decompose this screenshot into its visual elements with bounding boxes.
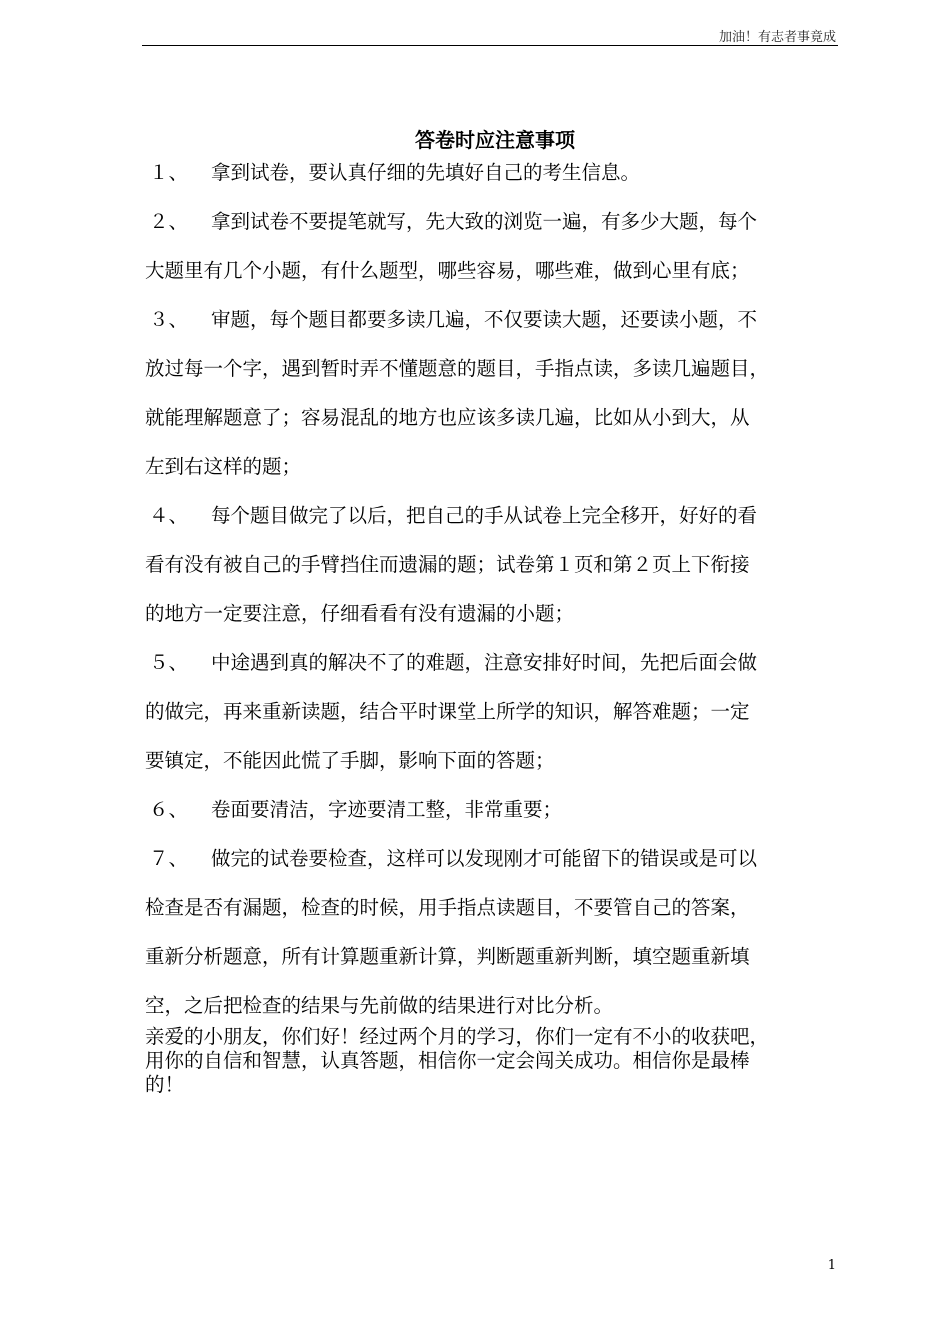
instructions-list	[145, 148, 845, 1030]
item-text: 拿到试卷不要提笔就写，先大致的浏览一遍，有多少大题，每个	[211, 210, 758, 233]
item-text: 做完的试卷要检查，这样可以发现刚才可能留下的错误或是可以	[211, 847, 758, 870]
item-number: ３、	[149, 308, 189, 331]
item-text: 拿到试卷，要认真仔细的先填好自己的考生信息。	[211, 161, 641, 184]
header-rule	[142, 45, 838, 46]
item-text: 就能理解题意了；容易混乱的地方也应该多读几遍，比如从小到大，从	[145, 406, 750, 429]
item-text: 卷面要清洁，字迹要清工整，非常重要；	[211, 798, 563, 821]
list-item	[145, 638, 845, 785]
item-text: 要镇定，不能因此慌了手脚，影响下面的答题；	[145, 749, 555, 772]
closing-line: 亲爱的小朋友，你们好！经过两个月的学习，你们一定有不小的收获吧，	[145, 1025, 770, 1048]
closing-paragraph	[145, 1025, 845, 1097]
item-text: 审题，每个题目都要多读几遍，不仅要读大题，还要读小题，不	[211, 308, 758, 331]
item-number: ６、	[149, 798, 189, 821]
list-item	[145, 295, 845, 491]
item-number: １、	[149, 161, 189, 184]
closing-line: 用你的自信和智慧，认真答题，相信你一定会闯关成功。相信你是最棒	[145, 1049, 750, 1072]
header-text: 加油！有志者事竟成	[718, 30, 836, 45]
closing-line: 的！	[145, 1073, 185, 1096]
item-number: ５、	[149, 651, 189, 674]
list-item	[145, 834, 845, 1030]
item-number: ４、	[149, 504, 189, 527]
list-item	[145, 491, 845, 638]
item-text: 看有没有被自己的手臂挡住而遗漏的题；试卷第１页和第２页上下衔接	[145, 553, 750, 576]
item-text: 空，之后把检查的结果与先前做的结果进行对比分析。	[145, 994, 614, 1017]
item-text: 的地方一定要注意，仔细看看有没有遗漏的小题；	[145, 602, 575, 625]
list-item	[145, 197, 845, 295]
item-number: ２、	[149, 210, 189, 233]
item-text: 检查是否有漏题，检查的时候，用手指点读题目，不要管自己的答案，	[145, 896, 750, 919]
item-text: 大题里有几个小题，有什么题型，哪些容易，哪些难，做到心里有底；	[145, 259, 750, 282]
page-number: 1	[827, 1258, 836, 1273]
list-item	[145, 785, 845, 834]
list-item	[145, 148, 845, 197]
item-text: 的做完，再来重新读题，结合平时课堂上所学的知识，解答难题；一定	[145, 700, 750, 723]
item-text: 左到右这样的题；	[145, 455, 302, 478]
item-number: ７、	[149, 847, 189, 870]
item-text: 重新分析题意，所有计算题重新计算，判断题重新判断，填空题重新填	[145, 945, 750, 968]
item-text: 每个题目做完了以后，把自己的手从试卷上完全移开，好好的看	[211, 504, 758, 527]
item-text: 放过每一个字，遇到暂时弄不懂题意的题目，手指点读，多读几遍题目，	[145, 357, 770, 380]
item-text: 中途遇到真的解决不了的难题，注意安排好时间，先把后面会做	[211, 651, 758, 674]
document-title: 答卷时应注意事项	[415, 128, 575, 152]
